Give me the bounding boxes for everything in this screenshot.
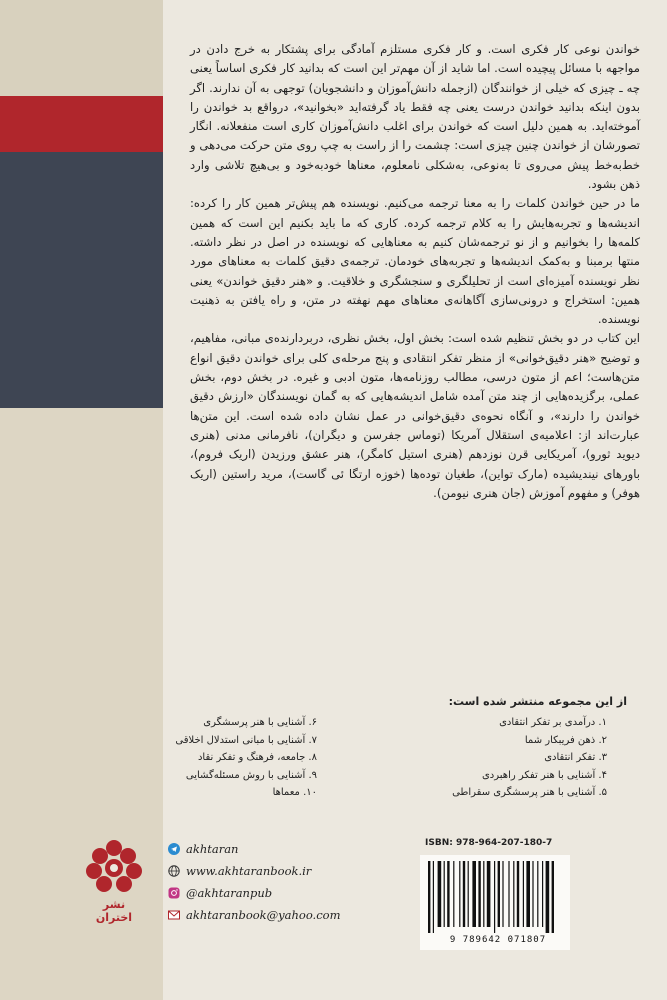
publisher-logo-icon bbox=[86, 838, 142, 896]
barcode-number: 9 789642 071807 bbox=[449, 935, 547, 945]
list-item: ۹. آشنایی با روش مسئله‌گشایی bbox=[185, 769, 317, 781]
barcode-bar bbox=[508, 861, 509, 927]
contact-block bbox=[168, 838, 340, 926]
navy-strip bbox=[0, 152, 163, 408]
email-row[interactable] bbox=[168, 904, 340, 926]
barcode-bar bbox=[537, 861, 538, 927]
email-address: akhtaranbook@yahoo.com bbox=[186, 908, 341, 922]
instagram-icon bbox=[168, 887, 180, 899]
barcode-bar bbox=[478, 861, 480, 927]
series-list-left bbox=[157, 714, 317, 802]
barcode-bar bbox=[546, 861, 550, 933]
website-row[interactable] bbox=[168, 860, 340, 882]
blurb-text bbox=[190, 40, 640, 503]
instagram-row[interactable] bbox=[168, 882, 340, 904]
barcode-bar bbox=[542, 861, 543, 927]
barcode-bar bbox=[502, 861, 503, 927]
list-item: ۱. درآمدی بر تفکر انتقادی bbox=[499, 717, 607, 728]
list-item: ۱۰. معماها bbox=[272, 787, 317, 798]
list-item: ۳. تفکر انتقادی bbox=[544, 752, 607, 763]
barcode-bar bbox=[526, 861, 530, 927]
barcode-bar bbox=[459, 861, 460, 927]
barcode-bar bbox=[532, 861, 533, 927]
red-strip bbox=[0, 96, 163, 152]
barcode-bar bbox=[523, 861, 524, 927]
barcode-bar bbox=[494, 861, 495, 933]
barcode-bar bbox=[433, 861, 434, 933]
barcode-bar bbox=[552, 861, 554, 933]
barcode-bars bbox=[420, 855, 570, 933]
list-item: ۴. آشنایی با هنر تفکر راهبردی bbox=[481, 769, 607, 781]
barcode-bar bbox=[428, 861, 430, 933]
instagram-handle: @akhtaranpub bbox=[186, 886, 273, 900]
blurb-paragraph-1: خواندن نوعی کار فکری است. و کار فکری مستلزم آمادگی برای پشتکار به خرج دادن در مواجهه با مسائل پیچیده است. اما شاید از آن مهم‌تر این است که بدانید کار فکری اساساً یعنی چه ـ چیزی که خیلی از خوانندگان (ازجمله دانش‌آموزان و دانشجویان) توجهی به آن ندارند. اگر بدون اینکه بدانید خواندن درست یعنی چه فقط یاد گرفته‌اید «بخوانید»، درواقع بد خواندن را آموخته‌اید. به همین دلیل است که خواندن برای اغلب دانش‌آموزان کاری است منفعلانه. انگار تصورشان از خواندن چنین چیزی است: چشمت را از راست به چپ روی متن حرکت می‌دهی و خط‌به‌خط پیش می‌روی تا به‌نوعی، به‌شکلی نامعلوم، معناها خودبه‌خود و بی‌هیچ تلاشی وارد ذهن بشود. bbox=[190, 42, 640, 192]
barcode-bar bbox=[498, 861, 500, 927]
barcode-bar bbox=[463, 861, 465, 927]
barcode-bar bbox=[487, 861, 491, 927]
publisher-name: نشر اختران bbox=[95, 898, 133, 924]
telegram-icon bbox=[168, 843, 180, 855]
list-item: ۸. جامعه، فرهنگ و تفکر نقاد bbox=[197, 752, 317, 763]
barcode-bar bbox=[517, 861, 519, 927]
isbn-label: ISBN: 978-964-207-180-7 bbox=[425, 838, 553, 848]
barcode-bar bbox=[513, 861, 514, 927]
barcode-bar bbox=[438, 861, 442, 927]
beige-strip-top bbox=[0, 0, 163, 96]
mail-icon bbox=[168, 909, 180, 921]
telegram-row[interactable] bbox=[168, 838, 340, 860]
series-list-right bbox=[407, 714, 607, 802]
barcode-bar bbox=[468, 861, 469, 927]
list-item: ۷. آشنایی با مبانی استدلال اخلاقی bbox=[175, 734, 317, 746]
list-item: ۶. آشنایی با هنر پرسشگری bbox=[203, 717, 317, 728]
website-link: www.akhtaranbook.ir bbox=[186, 864, 312, 878]
series-header: از این مجموعه منتشر شده است: bbox=[448, 695, 627, 708]
barcode-bar bbox=[472, 861, 476, 927]
list-item: ۲. ذهن فریبکار شما bbox=[524, 734, 607, 746]
barcode-bar bbox=[447, 861, 449, 927]
blurb-paragraph-2: ما در حین خواندن کلمات را به معنا ترجمه می‌کنیم. نویسنده هم پیش‌تر همین کار را کرده: اندیشه‌ها و تجربه‌هایش را به کلام ترجمه کرده. کاری که ما باید بکنیم این است که همین کلمه‌ها را بخوانیم و از نو ترجمه‌شان کنیم به معناهایی که نویسنده در اصل در نظر داشته. منتها برمبنا و به‌کمک اندیشه‌ها و تجربه‌های خودمان. ترجمه‌ی دقیق کلمات به معناهای مورد نظر نویسنده آمیزه‌ای است از تحلیلگری و سنجشگری و خلاقیت. و «هنر دقیق خواندن» یعنی همین: استخراج و درونی‌سازی آگاهانه‌ی معناهای مهم نهفته در متن، و راه یافتن به ذهنیت نویسنده. bbox=[190, 196, 640, 327]
list-item: ۵. آشنایی با هنر پرسشگری سقراطی bbox=[452, 787, 607, 798]
blurb-paragraph-3: این کتاب در دو بخش تنظیم شده است: بخش اول، بخش نظری، دربردارنده‌ی مبانی، مفاهیم، و توضیح «هنر دقیق‌خوانی» از منظر تفکر انتقادی و پنج مرحله‌ی کلی برای خواندن دقیق انواع متن‌هاست؛ اعم از متون درسی، مطالب روزنامه‌ها، متون ادبی و غیره. در بخش دوم، بخش عملی، برگزیده‌هایی از چند متن آمده شامل اندیشه‌هایی که به گمان نویسندگان «ارزش دقیق خواندن را دارند»، و آنگاه نحوه‌ی دقیق‌خوانی در عمل نشان داده شده است. این متن‌ها عبارت‌اند از: اعلامیه‌ی استقلال آمریکا (توماس جفرسن و دیگران)، نافرمانی مدنی (هنری دیوید ثورو)، آمریکایی قرن نوزدهم (هنری استیل کامگر)، هنر عشق ورزیدن (اریک فروم)، باورهای نیندیشیده (مارک تواین)، طغیان توده‌ها (خوزه ارتگا ئی گاست)، مرید راستین (اریک هوفر) و مفهوم آموزش (جان هنری نیومن). bbox=[190, 331, 640, 500]
barcode-bar bbox=[444, 861, 445, 927]
globe-icon bbox=[168, 865, 180, 877]
telegram-handle: akhtaran bbox=[186, 842, 239, 856]
barcode-bar bbox=[453, 861, 454, 927]
barcode-bar bbox=[483, 861, 484, 927]
